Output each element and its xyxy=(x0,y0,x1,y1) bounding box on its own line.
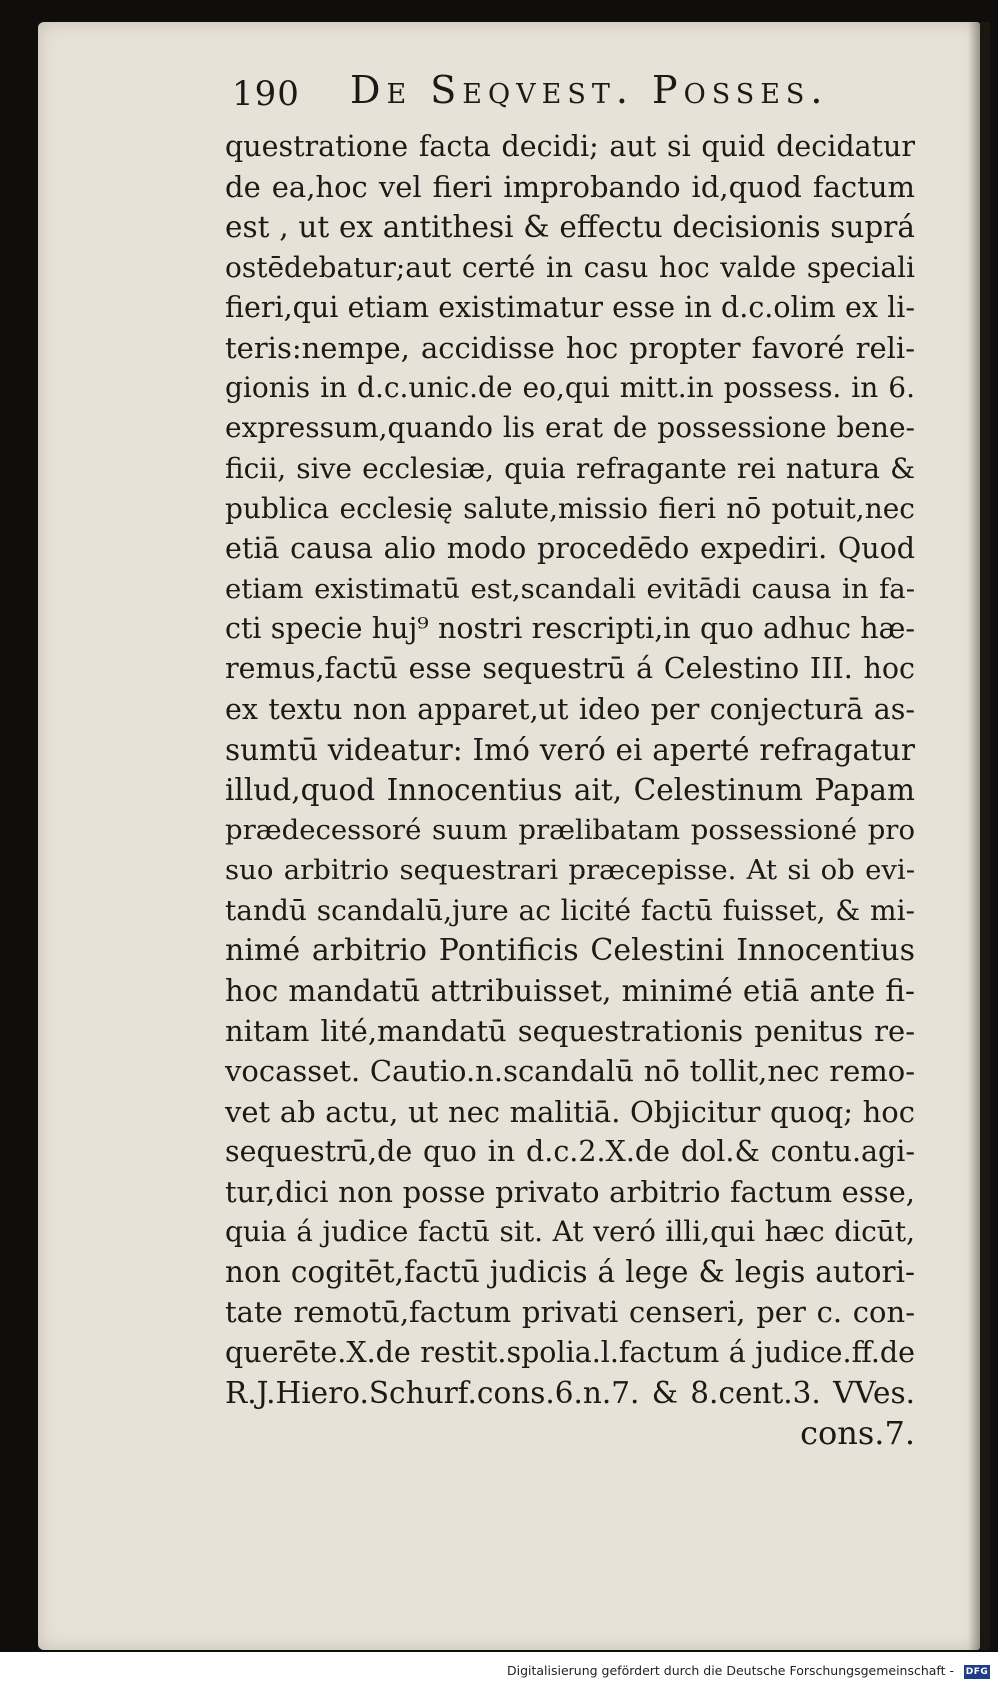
credit-text: Digitalisierung gefördert durch die Deutsche Forschungsgemeinschaft - xyxy=(506,1663,955,1678)
text-line: prædecessoré suum prælibatam possessioné pro xyxy=(225,814,915,847)
text-line: tur,dici non posse privato arbitrio factum esse, xyxy=(225,1174,915,1209)
text-line: sequestrū,de quo in d.c.2.X.de dol.& contu.agi- xyxy=(225,1134,915,1168)
text-line: cti specie huj⁹ nostri rescripti,in quo adhuc hæ- xyxy=(225,612,915,646)
text-line: hoc mandatū attribuisset, minimé etiā ante fi- xyxy=(225,973,915,1008)
page-number: 190 xyxy=(232,74,300,114)
running-head-title: De Seqvest. Posses. xyxy=(350,68,829,112)
text-line: suo arbitrio sequestrari præcepisse. At si ob evi- xyxy=(225,854,915,887)
text-line: gionis in d.c.unic.de eo,qui mitt.in possess. in 6. xyxy=(225,371,915,405)
text-line: sumtū videatur: Imó veró ei aperté refragatur xyxy=(225,732,915,767)
body-text xyxy=(225,127,915,1453)
text-line: illud,quod Innocentius ait, Celestinum Papam xyxy=(225,773,915,807)
text-line: remus,factū esse sequestrū á Celestino III. hoc xyxy=(225,652,915,686)
text-line: R.J.Hiero.Schurf.cons.6.n.7. & 8.cent.3. VVes. xyxy=(225,1375,915,1410)
text-line: etiā causa alio modo procedēdo expediri. Quod xyxy=(225,531,915,565)
text-line: ostēdebatur;aut certé in casu hoc valde speciali xyxy=(225,250,915,284)
text-line: etiam existimatū est,scandali evitādi causa in fa- xyxy=(225,573,915,606)
text-line: expressum,quando lis erat de possessione bene- xyxy=(225,411,915,445)
text-line: teris:nempe, accidisse hoc propter favoré reli- xyxy=(225,330,915,365)
book-edge xyxy=(980,22,990,1650)
dfg-logo-icon: DFG xyxy=(965,1666,989,1677)
text-line: vocasset. Cautio.n.scandalū nō tollit,nec remo- xyxy=(225,1054,915,1089)
running-head xyxy=(232,64,912,124)
text-line: fieri,qui etiam existimatur esse in d.c.olim ex li- xyxy=(225,290,915,324)
text-line: de ea,hoc vel fieri improbando id,quod factum xyxy=(225,170,915,205)
text-line: cons.7. xyxy=(800,1414,915,1452)
text-line: tandū scandalū,jure ac licité factū fuisset, & mi- xyxy=(225,893,915,927)
text-line: nitam lité,mandatū sequestrationis penitus re- xyxy=(225,1014,915,1049)
digitization-credit xyxy=(0,1654,990,1688)
text-line: ex textu non apparet,ut ideo per conjecturā as- xyxy=(225,692,915,726)
text-line: vet ab actu, ut nec malitiā. Objicitur quoq; hoc xyxy=(225,1094,915,1129)
text-line: nimé arbitrio Pontificis Celestini Innocentius xyxy=(225,932,915,968)
text-line: tate remotū,factum privati censeri, per c. con- xyxy=(225,1295,915,1330)
text-line: querēte.X.de restit.spolia.l.factum á judice.ff.de xyxy=(225,1335,915,1369)
text-line: est , ut ex antithesi & effectu decisionis suprá xyxy=(225,210,915,245)
text-line: ficii, sive ecclesiæ, quia refragante rei natura & xyxy=(225,451,915,485)
spine-shadow xyxy=(968,22,980,1650)
text-line: quia á judice factū sit. At veró illi,qui hæc dicūt, xyxy=(225,1215,915,1249)
text-line: questratione facta decidi; aut si quid decidatur xyxy=(225,130,915,163)
text-line: publica ecclesię salute,missio fieri nō potuit,nec xyxy=(225,491,915,525)
text-line: non cogitēt,factū judicis á lege & legis autori- xyxy=(225,1255,915,1290)
